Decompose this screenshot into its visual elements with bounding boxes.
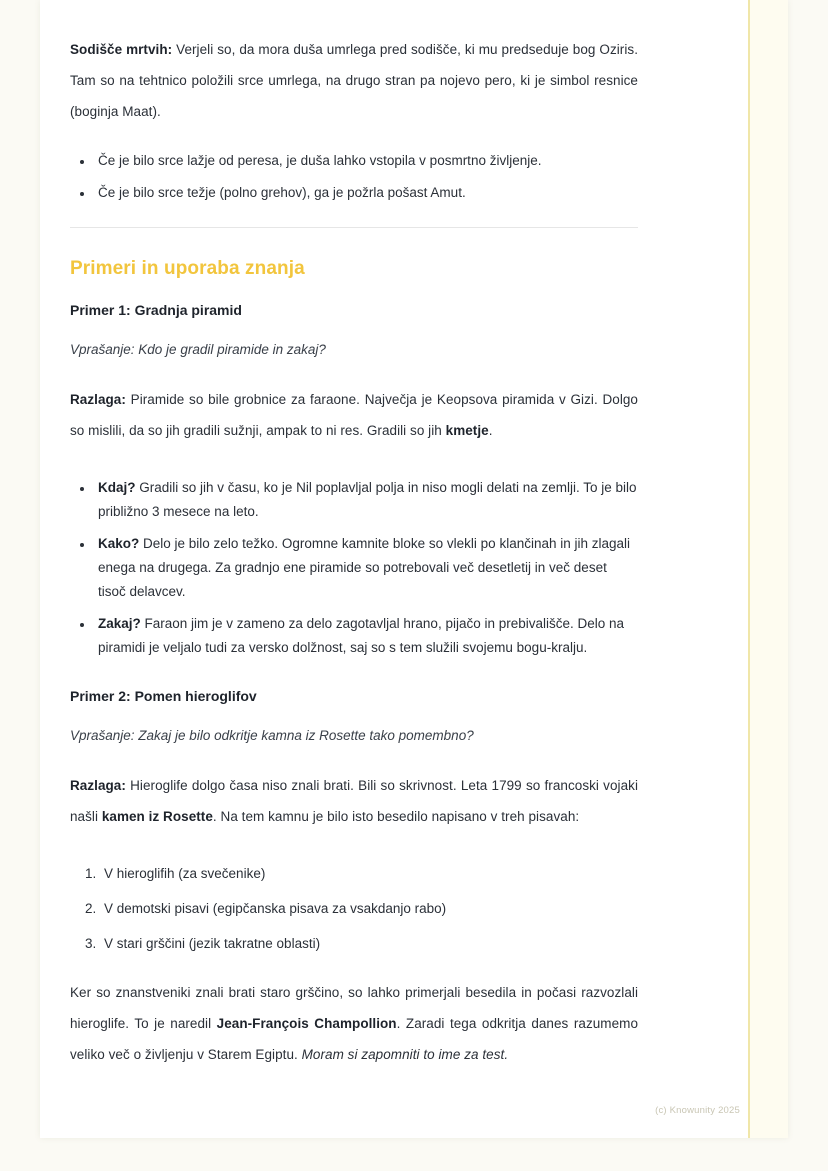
example1-explanation-bold-tail: kmetje (445, 423, 489, 438)
intro-bullet-2: Če je bilo srce težje (polno grehov), ga je požrla pošast Amut. (98, 185, 466, 200)
example1-bullet-list (70, 476, 638, 660)
example2-explanation (70, 770, 638, 832)
example1-question: Vprašanje: Kdo je gradil piramide in zakaj? (70, 342, 326, 357)
list-item (100, 897, 638, 921)
example1-bullet-2-label: Kako? (98, 536, 140, 551)
watermark-footer: (c) Knowunity 2025 (655, 1105, 740, 1116)
example2-explanation-tail: . Na tem kamnu je bilo isto besedilo napisano v treh pisavah: (212, 809, 580, 824)
closing-italic-note: Moram si zapomniti to ime za test. (301, 1047, 509, 1062)
spacer (70, 838, 638, 856)
example2-explanation-body: Hieroglife dolgo časa niso znali brati. Bili so skrivnost. Leta 1799 so francoski vojaki našli (70, 778, 638, 824)
example2-numbered-list (70, 862, 638, 956)
example1-bullet-1-text: Gradili so jih v času, ko je Nil poplavljal polja in niso mogli delati na zemlji. To je bilo približno 3 mesece na leto. (98, 480, 637, 519)
example1-explanation-end: . (488, 423, 493, 438)
example1-explanation-body: Piramide so bile grobnice za faraone. Največja je Keopsova piramida v Gizi. Dolgo so mislili, da so jih gradili sužnji, ampak to ni res. Gradili so jih (70, 392, 638, 438)
list-item (100, 862, 638, 886)
list-item (94, 476, 638, 524)
example2-numbered-1: V hieroglifih (za svečenike) (104, 866, 266, 881)
example1-bullet-3-text: Faraon jim je v zameno za delo zagotavljal hrano, pijačo in prebivališče. Delo na piramidi je veljalo tudi za versko dolžnost, saj so s tem služili svojemu bogu-kralju. (98, 616, 625, 655)
list-item (100, 932, 638, 956)
example2-numbered-2: V demotski pisavi (egipčanska pisava za vsakdanjo rabo) (104, 901, 447, 916)
example2-explanation-bold-mid: kamen iz Rosette (101, 809, 213, 824)
example1-explanation-label: Razlaga: (70, 392, 126, 407)
spacer (70, 967, 638, 977)
closing-start: Ker so znanstveniki znali brati staro grščino, so lahko primerjali besedila in počasi razvozlali hieroglife. To je naredil (70, 985, 638, 1031)
right-margin-stripe (748, 0, 788, 1138)
list-item (94, 181, 638, 205)
closing-mid: . Zaradi tega odkritja danes razumemo veliko več o življenju v Starem Egiptu. (70, 1016, 639, 1062)
document-card (40, 0, 788, 1138)
example1-heading: Primer 1: Gradnja piramid (70, 302, 242, 318)
example1-bullet-2-text: Delo je bilo zelo težko. Ogromne kamnite bloke so vlekli po klančinah in jih zlagali enega na drugega. Za gradnjo ene piramide so potrebovali več desetletij in več deset tisoč delavcev. (98, 536, 631, 599)
document-content (70, 0, 638, 1076)
spacer (70, 133, 638, 143)
intro-paragraph (70, 34, 638, 127)
list-item (94, 149, 638, 173)
example1-explanation (70, 384, 638, 446)
spacer (70, 670, 638, 688)
intro-bullet-1: Če je bilo srce lažje od peresa, je duša lahko vstopila v posmrtno življenje. (98, 153, 542, 168)
intro-bullet-list (70, 149, 638, 205)
example1-bullet-1-label: Kdaj? (98, 480, 136, 495)
spacer (70, 452, 638, 470)
page-title: Primeri in uporaba znanja (70, 258, 305, 279)
example2-closing-paragraph (70, 977, 638, 1070)
intro-lead-rest: Verjeli so, da mora duša umrlega pred sodišče, ki mu predseduje bog Oziris. Tam so na tehtnico položili srce umrlega, na drugo stran pa nojevo pero, ki je simbol resnice (boginja Maat). (70, 42, 638, 119)
section-divider (70, 227, 638, 228)
example2-question: Vprašanje: Zakaj je bilo odkritje kamna iz Rosette tako pomembno? (70, 728, 474, 743)
example1-bullet-3-label: Zakaj? (98, 616, 141, 631)
example2-heading: Primer 2: Pomen hieroglifov (70, 688, 257, 704)
intro-lead-bold: Sodišče mrtvih: (70, 42, 173, 57)
list-item (94, 612, 638, 660)
example2-explanation-label: Razlaga: (70, 778, 126, 793)
example2-numbered-3: V stari grščini (jezik takratne oblasti) (104, 936, 321, 951)
list-item (94, 532, 638, 604)
closing-bold-name: Jean-François Champollion (216, 1016, 397, 1031)
